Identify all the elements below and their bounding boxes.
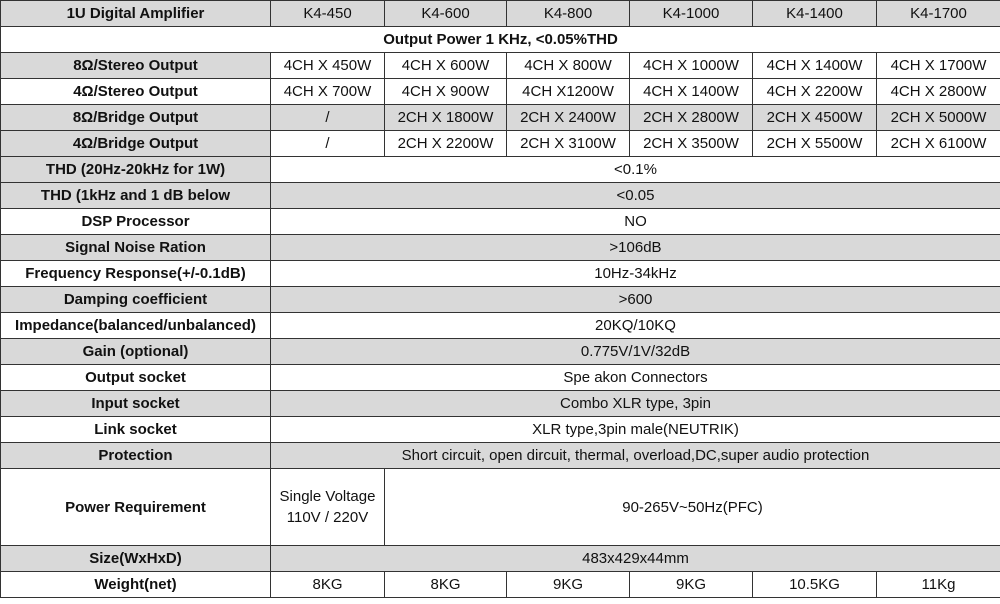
- table-row: [1, 79, 1000, 105]
- model-k4-800: K4-800: [507, 1, 630, 27]
- row-label: Output socket: [1, 365, 271, 391]
- table-cell: Combo XLR type, 3pin: [271, 391, 1000, 417]
- table-cell: 4CH X 450W: [271, 53, 385, 79]
- row-label: 4Ω/Stereo Output: [1, 79, 271, 105]
- table-cell: 2CH X 5500W: [753, 131, 877, 157]
- table-cell: 2CH X 2400W: [507, 105, 630, 131]
- table-cell: 9KG: [630, 572, 753, 598]
- table-row: [1, 313, 1000, 339]
- table-cell: 2CH X 6100W: [877, 131, 1000, 157]
- table-cell: /: [271, 131, 385, 157]
- table-cell: 2CH X 5000W: [877, 105, 1000, 131]
- row-label: THD (20Hz-20kHz for 1W): [1, 157, 271, 183]
- table-cell: 4CH X 2200W: [753, 79, 877, 105]
- table-cell: 2CH X 1800W: [385, 105, 507, 131]
- table-cell: 10.5KG: [753, 572, 877, 598]
- table-row: [1, 443, 1000, 469]
- row-label: Impedance(balanced/unbalanced): [1, 313, 271, 339]
- table-cell: <0.1%: [271, 157, 1000, 183]
- table-title: 1U Digital Amplifier: [1, 1, 271, 27]
- table-row: [1, 131, 1000, 157]
- table-cell: 483x429x44mm: [271, 546, 1000, 572]
- table-cell: XLR type,3pin male(NEUTRIK): [271, 417, 1000, 443]
- table-cell: 2CH X 3500W: [630, 131, 753, 157]
- row-label: Frequency Response(+/-0.1dB): [1, 261, 271, 287]
- model-k4-1000: K4-1000: [630, 1, 753, 27]
- table-row: [1, 469, 1000, 546]
- model-k4-450: K4-450: [271, 1, 385, 27]
- table-cell: >106dB: [271, 235, 1000, 261]
- row-label: 8Ω/Bridge Output: [1, 105, 271, 131]
- power-voltage-values: 110V / 220V: [286, 509, 369, 526]
- table-cell: 20KQ/10KQ: [271, 313, 1000, 339]
- model-k4-1400: K4-1400: [753, 1, 877, 27]
- table-row: [1, 157, 1000, 183]
- table-cell: 2CH X 3100W: [507, 131, 630, 157]
- section-title: Output Power 1 KHz, <0.05%THD: [1, 27, 1000, 53]
- table-cell: /: [271, 105, 385, 131]
- model-k4-600: K4-600: [385, 1, 507, 27]
- row-label: DSP Processor: [1, 209, 271, 235]
- table-row: [1, 417, 1000, 443]
- table-cell: Short circuit, open dircuit, thermal, overload,DC,super audio protection: [271, 443, 1000, 469]
- table-cell: 11Kg: [877, 572, 1000, 598]
- header-row: [1, 1, 1000, 27]
- table-cell: 90-265V~50Hz(PFC): [385, 469, 1000, 546]
- table-row: [1, 261, 1000, 287]
- power-voltage-line: Single Voltage: [279, 488, 376, 505]
- section-row: [1, 27, 1000, 53]
- table-cell: 4CH X 900W: [385, 79, 507, 105]
- table-row: [1, 209, 1000, 235]
- table-row: [1, 572, 1000, 598]
- row-label: Weight(net): [1, 572, 271, 598]
- row-label: Input socket: [1, 391, 271, 417]
- table-cell: 4CH X1200W: [507, 79, 630, 105]
- table-row: [1, 287, 1000, 313]
- row-label: 4Ω/Bridge Output: [1, 131, 271, 157]
- table-cell: 4CH X 600W: [385, 53, 507, 79]
- row-label: THD (1kHz and 1 dB below: [1, 183, 271, 209]
- table-cell: 4CH X 1400W: [753, 53, 877, 79]
- table-cell: 4CH X 2800W: [877, 79, 1000, 105]
- table-row: [1, 365, 1000, 391]
- table-cell: 2CH X 2200W: [385, 131, 507, 157]
- row-label: 8Ω/Stereo Output: [1, 53, 271, 79]
- table-cell: >600: [271, 287, 1000, 313]
- row-label: Link socket: [1, 417, 271, 443]
- table-cell: Spe akon Connectors: [271, 365, 1000, 391]
- table-cell: 4CH X 700W: [271, 79, 385, 105]
- table-row: [1, 391, 1000, 417]
- table-cell: 9KG: [507, 572, 630, 598]
- table-row: [1, 183, 1000, 209]
- table-cell: 4CH X 1000W: [630, 53, 753, 79]
- row-label: Power Requirement: [1, 469, 271, 546]
- row-label: Gain (optional): [1, 339, 271, 365]
- row-label: Protection: [1, 443, 271, 469]
- model-k4-1700: K4-1700: [877, 1, 1000, 27]
- table-row: [1, 339, 1000, 365]
- table-cell: [271, 469, 385, 546]
- table-row: [1, 53, 1000, 79]
- table-cell: 4CH X 800W: [507, 53, 630, 79]
- table-row: [1, 235, 1000, 261]
- table-cell: 4CH X 1400W: [630, 79, 753, 105]
- table-cell: NO: [271, 209, 1000, 235]
- table-cell: 0.775V/1V/32dB: [271, 339, 1000, 365]
- row-label: Size(WxHxD): [1, 546, 271, 572]
- row-label: Signal Noise Ration: [1, 235, 271, 261]
- table-cell: <0.05: [271, 183, 1000, 209]
- table-cell: 10Hz-34kHz: [271, 261, 1000, 287]
- table-cell: 8KG: [385, 572, 507, 598]
- table-cell: 8KG: [271, 572, 385, 598]
- row-label: Damping coefficient: [1, 287, 271, 313]
- table-cell: 4CH X 1700W: [877, 53, 1000, 79]
- table-row: [1, 105, 1000, 131]
- table-cell: 2CH X 2800W: [630, 105, 753, 131]
- table-cell: 2CH X 4500W: [753, 105, 877, 131]
- table-row: [1, 546, 1000, 572]
